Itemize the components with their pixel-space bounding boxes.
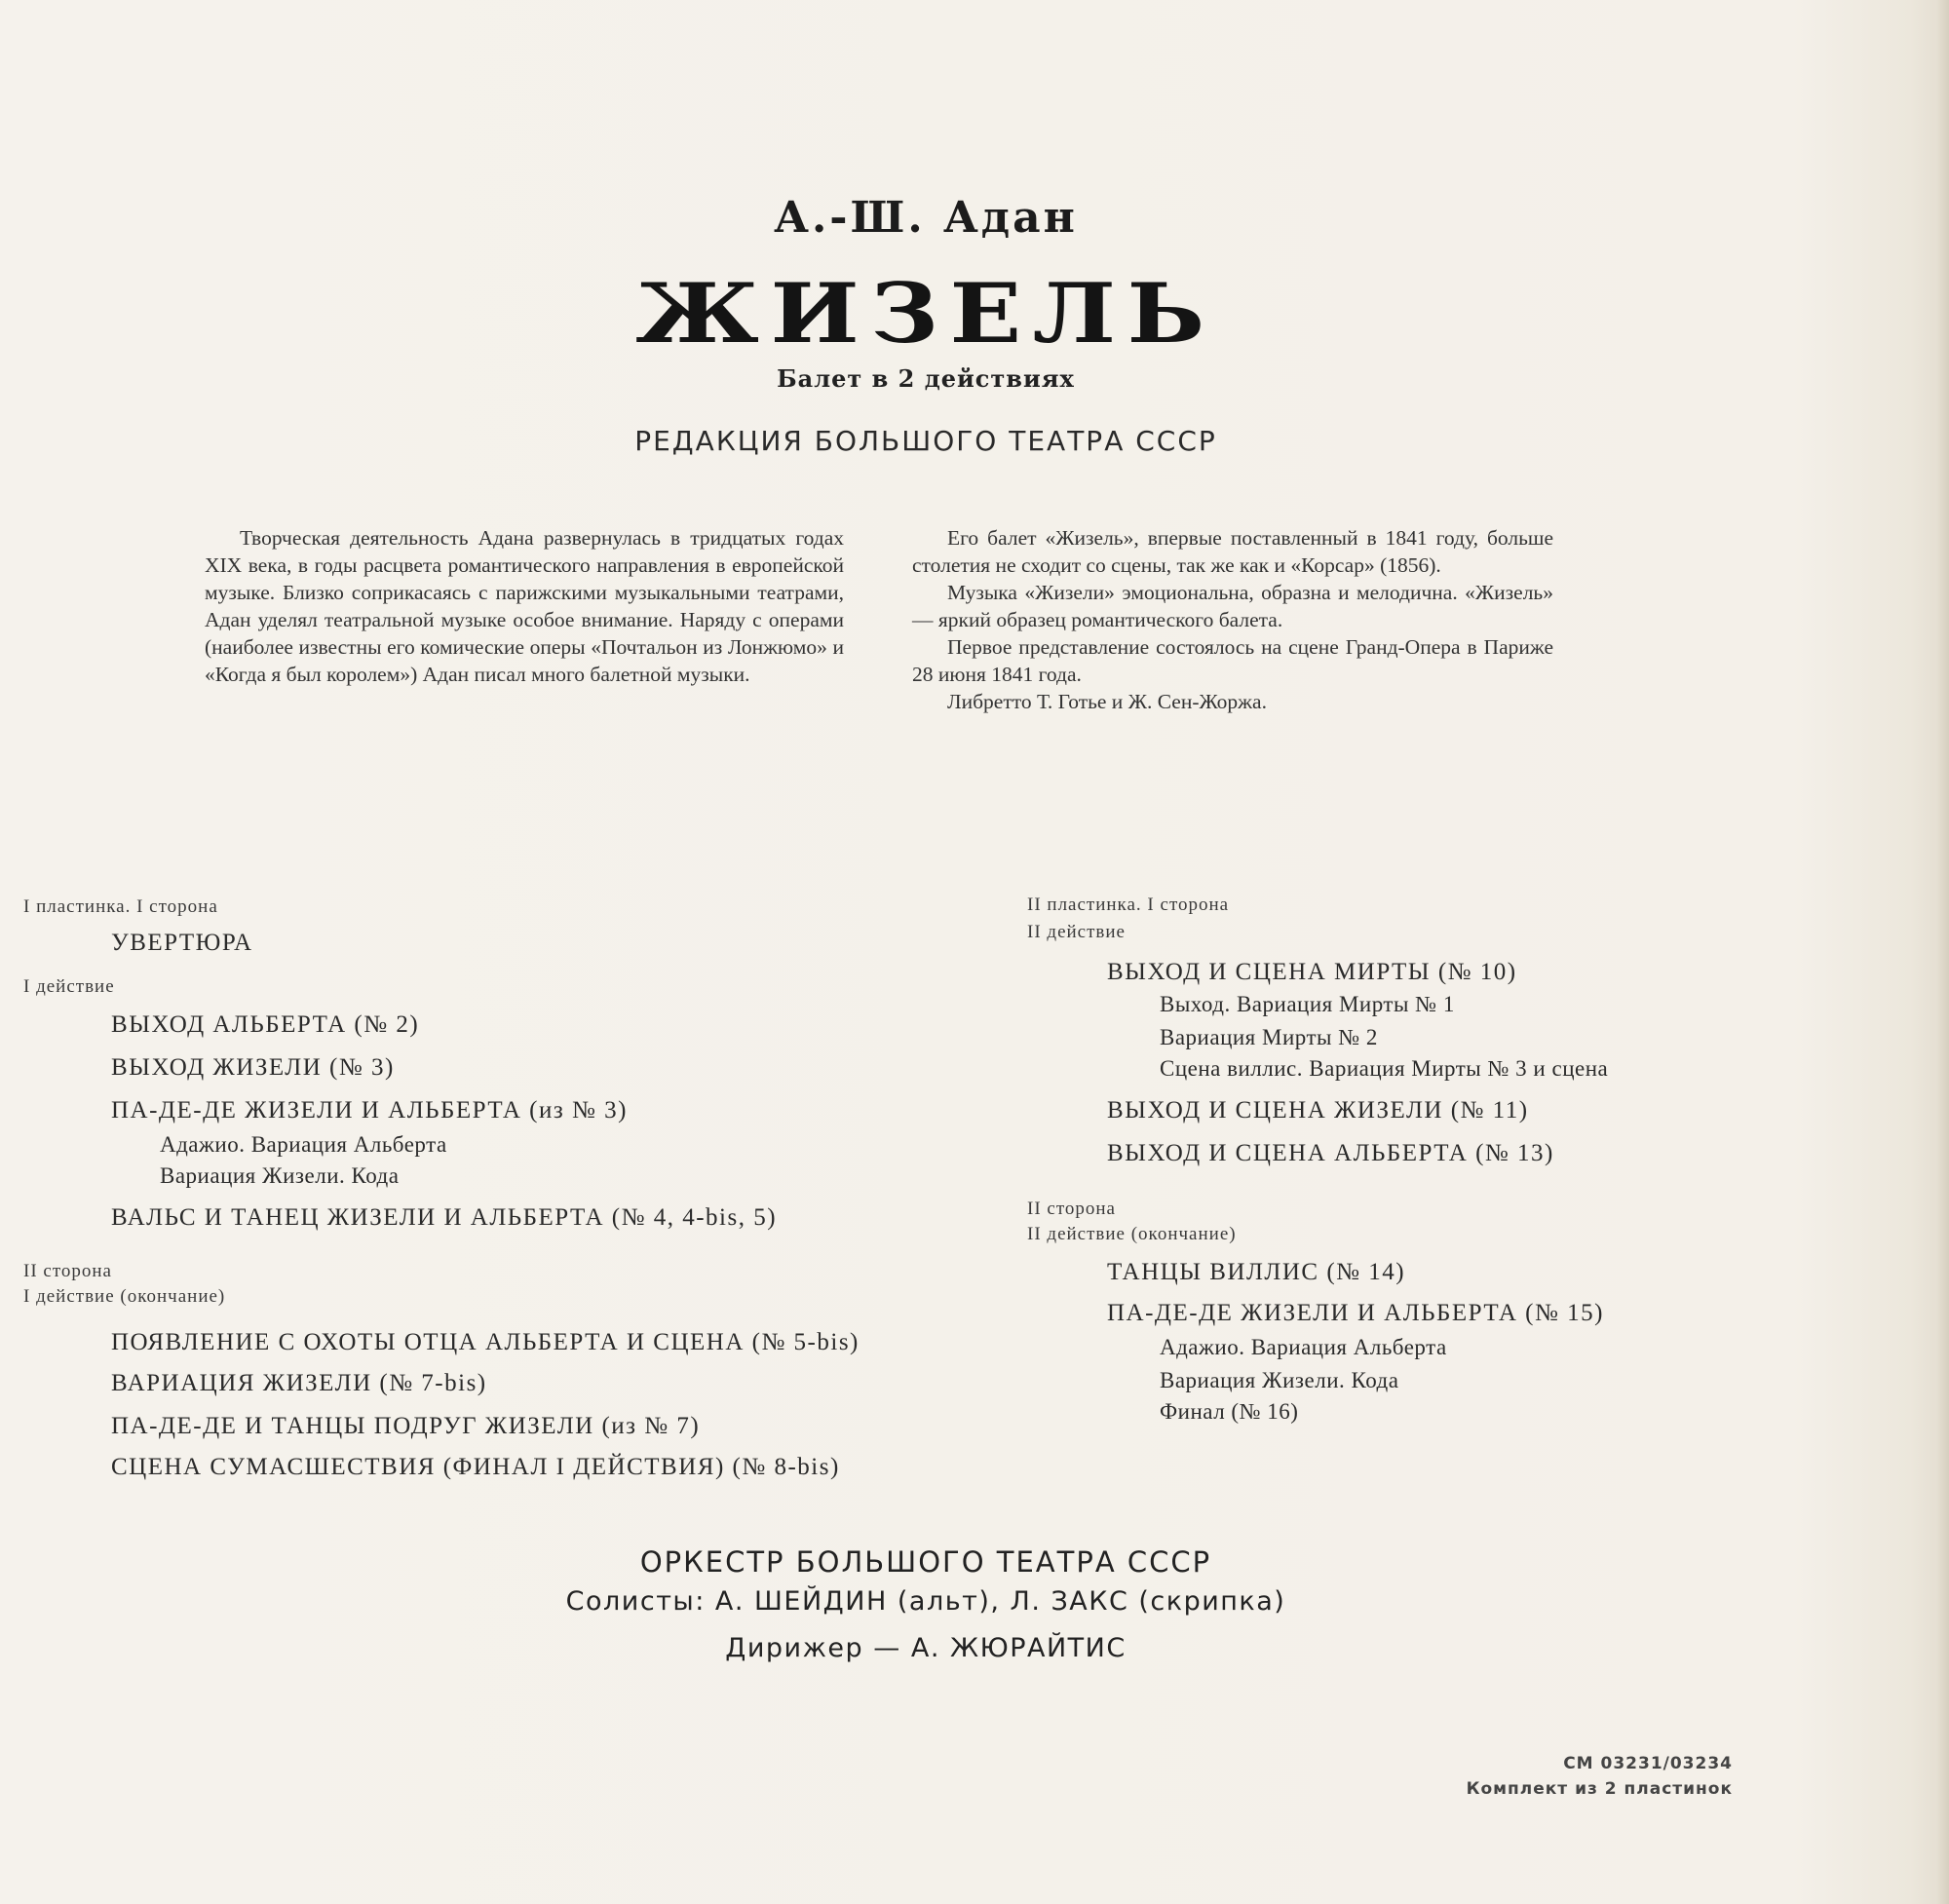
track-title: ВАЛЬС И ТАНЕЦ ЖИЗЕЛИ И АЛЬБЕРТА (№ 4, 4-bis, 5) [111,1204,778,1231]
notes-paragraph: Его балет «Жизель», впервые поставленный в 1841 году, больше столетия не сходит со сцены, так же как и «Корсар» (1856). [912,526,1553,577]
side-header: I пластинка. I сторона [23,896,218,917]
side-header: II сторона [1027,1199,1116,1219]
notes-right-column [912,524,1553,715]
notes-paragraph: Творческая деятельность Адана развернулась в тридцатых годах XIX века, в годы расцвета романтического направления в европейской музыке. Близко соприкасаясь с парижскими музыкальными театрами, Адан уделял театральной музыке особое внимание. Наряду с операми (наиболее известны его комические оперы «Почтальон из Лонжюмо» и «Когда я был королем») Адан писал много балетной музыки. [205,526,844,686]
track-title: ПА-ДЕ-ДЕ ЖИЗЕЛИ И АЛЬБЕРТА (№ 15) [1107,1300,1604,1326]
track-subtitle: Вариация Мирты № 2 [1160,1025,1378,1049]
act-header: II действие (окончание) [1027,1224,1237,1244]
track-title: ВАРИАЦИЯ ЖИЗЕЛИ (№ 7-bis) [111,1370,487,1396]
catalog-number: СМ 03231/03234 [1563,1754,1733,1773]
conductor-credit: Дирижер — А. ЖЮРАЙТИС [725,1633,1127,1663]
track-title: ВЫХОД И СЦЕНА АЛЬБЕРТА (№ 13) [1107,1140,1554,1166]
track-subtitle: Сцена виллис. Вариация Мирты № 3 и сцена [1160,1056,1609,1081]
track-title: ПА-ДЕ-ДЕ ЖИЗЕЛИ И АЛЬБЕРТА (из № 3) [111,1097,628,1123]
act-header: II действие [1027,922,1126,942]
track-title: ПА-ДЕ-ДЕ И ТАНЦЫ ПОДРУГ ЖИЗЕЛИ (из № 7) [111,1413,701,1439]
track-subtitle: Финал (№ 16) [1160,1399,1299,1424]
notes-paragraph: Музыка «Жизели» эмоциональна, образна и мелодична. «Жизель» — яркий образец романтического балета. [912,581,1553,631]
side-header: II пластинка. I сторона [1027,895,1230,915]
track-title: ВЫХОД И СЦЕНА МИРТЫ (№ 10) [1107,959,1517,985]
orchestra-credit: ОРКЕСТР БОЛЬШОГО ТЕАТРА СССР [639,1545,1212,1579]
notes-left-column [205,524,844,688]
soloists-credit: Солисты: А. ШЕЙДИН (альт), Л. ЗАКС (скрипка) [565,1586,1286,1617]
notes-paragraph: Либретто Т. Готье и Ж. Сен-Жоржа. [947,690,1267,713]
track-subtitle: Адажио. Вариация Альберта [160,1132,447,1157]
notes-paragraph: Первое представление состоялось на сцене Гранд-Опера в Париже 28 июня 1841 года. [912,635,1553,686]
track-title: ТАНЦЫ ВИЛЛИС (№ 14) [1107,1259,1406,1285]
track-title: ВЫХОД ЖИЗЕЛИ (№ 3) [111,1054,395,1081]
work-subtitle: Балет в 2 действиях [777,364,1075,393]
track-subtitle: Вариация Жизели. Кода [160,1163,400,1188]
track-title: ПОЯВЛЕНИЕ С ОХОТЫ ОТЦА АЛЬБЕРТА И СЦЕНА (№ 5-bis) [111,1329,860,1355]
track-title: СЦЕНА СУМАСШЕСТВИЯ (ФИНАЛ I ДЕЙСТВИЯ) (№ 8-bis) [111,1454,840,1480]
track-subtitle: Вариация Жизели. Кода [1160,1368,1399,1392]
track-title: ВЫХОД АЛЬБЕРТА (№ 2) [111,1011,420,1038]
track-title: ВЫХОД И СЦЕНА ЖИЗЕЛИ (№ 11) [1107,1097,1529,1123]
work-title: ЖИЗЕЛЬ [635,265,1216,362]
composer-name: А.-Ш. Адан [774,193,1078,243]
edition-line: РЕДАКЦИЯ БОЛЬШОГО ТЕАТРА СССР [634,425,1217,457]
track-title: УВЕРТЮРА [111,930,253,956]
track-subtitle: Адажио. Вариация Альберта [1160,1335,1447,1359]
act-header: I действие (окончание) [23,1286,226,1307]
side-header: II сторона [23,1261,112,1281]
act-header: I действие [23,976,115,997]
track-subtitle: Выход. Вариация Мирты № 1 [1160,992,1455,1016]
set-description: Комплект из 2 пластинок [1466,1779,1733,1799]
